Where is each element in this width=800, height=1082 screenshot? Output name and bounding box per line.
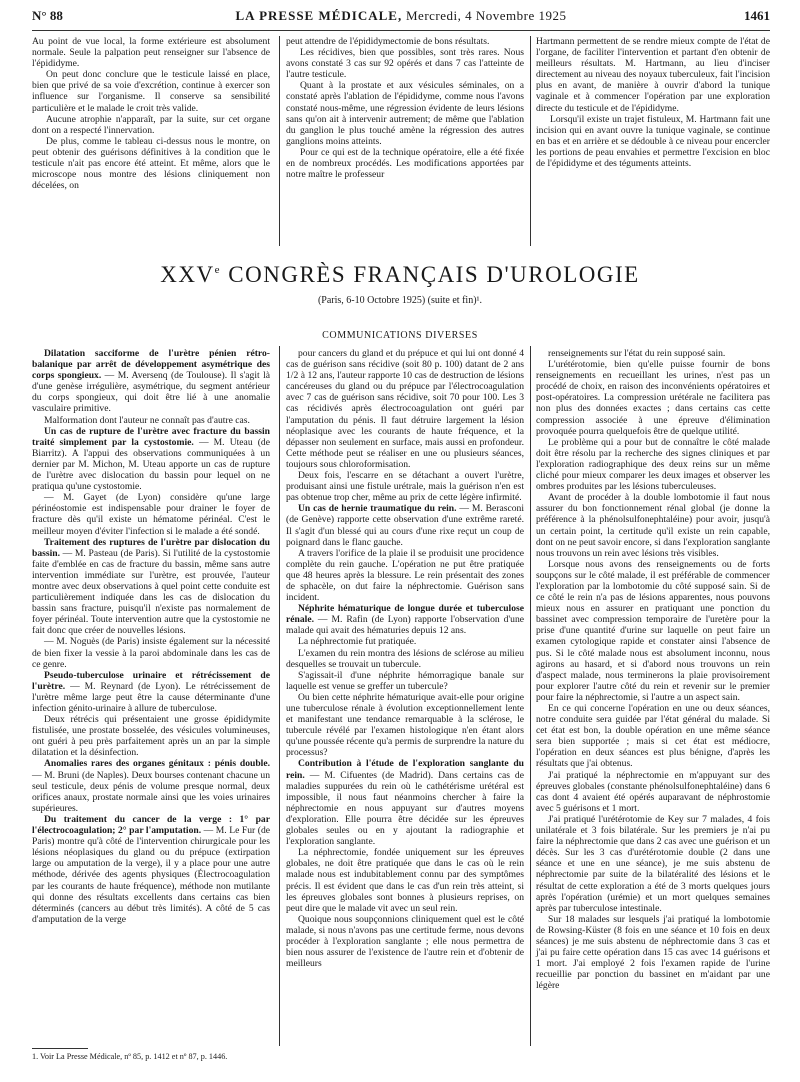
communication-title: Traitement des ruptures de l'urètre par dislocation du bassin. [32,536,270,559]
communication-title: Du traitement du cancer de la verge : 1° par l'électrocoagulation; 2° par l'amputation. [32,813,270,837]
paragraph: peut attendre de l'épididymectomie de bons résultats. [286,36,490,47]
communication-entry [286,603,524,636]
paragraph: Quant à la prostate et aux vésicules séminales, on a constaté après l'ablation de l'épididyme, comme nous l'avons constaté nous-même, une régression évidente de leurs lésions sans qu'on ait à intervenir autrement; de même que l'ablation du ganglion le plus touché amène la régression des autres ganglions moins atteints. [286,80,524,147]
body-text: — M. Cifuentes (de Madrid). Dans certains cas de maladies suppurées du rein où le cathétérisme urétéral est impossible, il nous faut néanmoins chercher à faire la néphrectomie en nous appuyant sur d'autres moyens d'exploration. Elle pourra être décidée sur les épreuves globales seules ou en y ajoutant la radiographie et l'exploration sanglante. [286,769,524,848]
paragraph [32,636,270,669]
body-text: — M. Bruni (de Naples). Deux bourses contenant chacune un seul testicule, deux pénis de volume presque normal, deux orifices anaux, prostate normale ainsi que les voies urinaires supérieures. [32,769,270,814]
body-text: J'ai pratiqué la néphrectomie en m'appuyant sur des épreuves globales (constante phénolsulfonephtaléine) dans 6 cas dont 4 avaient été opérés auparavant de néphrostomie avec 5 guérisons et 1 mort. [536,769,770,814]
paragraph [32,415,270,426]
communication-entry [32,814,270,925]
body-text: L'urétérotomie, bien qu'elle puisse fournir de bons renseignements en recueillant les urines, n'est pas un procédé de choix, en raison des inconvénients opératoires et post-opératoires. La compression urétérale ne facilitera pas non plus des données exactes ; dans certains cas cette compression associée à une épreuve d'élimination provoquée pourra quelquefois être de quelque utilité. [536,359,770,437]
paragraph [536,814,770,914]
body-text: La néphrectomie fut pratiquée. [298,636,417,648]
paragraph [286,648,524,670]
paragraph [286,348,524,470]
body-text: — M. Noguès (de Paris) insiste également sur la nécessité de bien fixer la vessie à la paroi abdominale dans les cas de ce genre. [32,636,270,670]
paragraph [536,492,770,559]
communication-entry [32,758,270,813]
body-text: L'examen du rein montra des lésions de sclérose au milieu desquelles se trouvait un tubercule. [286,647,524,670]
paragraph [286,914,524,969]
running-title [32,8,770,24]
paragraph: On peut donc conclure que le testicule laissé en place, bien que privé de sa voie d'excrétion, continue à exercer son influence sur l'organisme. Il conserve sa sensibilité particulière et le malade le croit très valide. [32,69,270,114]
bottom-column-3 [536,348,770,991]
body-text: — M. Uteau (de Biarritz). A l'appui des observations communiquées à un dernier par M. Michon, M. Uteau apporte un cas de rupture de l'urètre avec dislocation du bassin pour lequel on ne pratiqua qu'une cystostomie. [32,436,270,493]
communication-title: Contribution à l'étude de l'exploration sanglante du rein. [286,758,524,781]
journal-name: LA PRESSE MÉDICALE, [235,8,403,23]
bottom-column-2 [286,348,524,969]
paragraph [536,359,770,437]
paragraph: Hartmann permettent de se rendre mieux compte de l'état de l'organe, de faciliter l'intervention et partant d'en obtenir de meilleurs résultats. M. Hartmann, au lieu d'inciser directement au niveau des noyaux tuberculeux, fait l'incision plus en avant, de manière à ouvrir d'abord la tunique vaginale et à commencer l'opération par une exploration directe du testicule et de l'épididyme. [536,36,770,114]
communication-title: Dilatation sacciforme de l'urètre pénien rétro-balanique par arrêt de développement asymétrique des corps spongieux. [32,348,270,382]
top-column-2 [286,36,524,180]
communication-entry [286,503,524,547]
body-text: Ou bien cette néphrite hématurique avait-elle pour origine une tuberculose rénale à évolution exceptionnellement lente et manifestant une tendance remarquable à la sclérose, le tubercule révélé par l'examen histologique n'en étant alors qu'une poussée récente qu'a permis de surprendre la nature du processus? [286,691,524,759]
communication-title: Néphrite hématurique de longue durée et tuberculose rénale. [286,603,524,626]
body-text: A travers l'orifice de la plaie il se produisit une procidence complète du rein gauche. L'opération ne put être pratiquée que 48 heures après la blessure. Le rein présentait des zones de sphacèle, on dut faire la néphrectomie. Guérison sans incident. [286,547,524,604]
body-text: — M. Rafin (de Lyon) rapporte l'observation d'une malade qui avait des hématuries depuis 12 ans. [286,614,524,637]
body-text: S'agissait-il d'une néphrite hémorragique banale sur laquelle est venue se greffer un tubercule? [286,669,524,692]
body-text: — M. Aversenq (de Toulouse). Il s'agit là d'une genèse irrégulière, asymétrique, du segment antérieur du corps spongieux, qui doit être lié à une anomalie vasculaire primitive. [32,370,270,415]
communication-title: Un cas de hernie traumatique du rein. [298,503,457,515]
paragraph: Les récidives, bien que possibles, sont très rares. Nous avons constaté 3 cas sur 92 opérés et dans 7 cas l'atteinte de l'autre testicule. [286,47,524,81]
paragraph: Au point de vue local, la forme extérieure est absolument normale. Seule la palpation peut renseigner sur l'absence de l'épididyme. [32,36,270,70]
body-text: — M. Pasteau (de Paris). Si l'utilité de la cystostomie faite d'emblée en cas de fracture du bassin, même sans autre intervention immédiate sur l'urètre, est prouvée, l'auteur montre avec deux observations à quel point cette conduite est particulièrement indiquée dans les cas de dislocation du bassin sans fracture, puisqu'il n'existe pas normalement de foyer périnéal. Toute intervention autre que la cystostomie ne fait donc que créer de nouvelles lésions. [32,547,270,637]
paragraph [286,548,524,603]
body-text: Deux fois, l'escarre en se détachant a ouvert l'urètre, produisant ainsi une fistule urétrale, mais la guérison n'en est pas obtenue trop cher, même au prix de cette légère infirmité. [286,470,524,504]
paragraph [286,670,524,692]
paragraph [286,470,524,503]
paragraph [286,847,524,914]
body-text: Sur 18 malades sur lesquels j'ai pratiqué la lombotomie de Rowsing-Küster (8 fois en une séance et 10 fois en deux séances) je me suis abstenu de néphrectomie dans 3 cas et j'ai pu faire cette opération dans 15 cas avec 14 guérisons et 1 mort. J'ai employé 2 fois l'examen rapide de l'urine recueillie par ponction du bassinet en m'aidant par une légère [536,913,770,992]
body-text: — M. Gayet (de Lyon) considère qu'une large périnéostomie est indispensable pour drainer le foyer de fracture dès qu'il existe un hématome périnéal. C'est le meilleur moyen d'éviter l'infection si le malade a été sondé. [32,492,270,537]
communication-entry [32,426,270,493]
body-text: La néphrectomie, fondée uniquement sur les épreuves globales, ne doit être pratiquée que dans le cas où le rein malade nous est indubitablement connu par des symptômes précis. Il est évident que dans le cas d'un rein très atteint, si les épreuves globales sont bonnes à plusieurs reprises, on peut dire que le malade vit avec un seul rein. [286,847,524,914]
column-divider [530,346,531,1046]
body-text: — M. Berasconi (de Genève) rapporte cette observation d'une extrême rareté. Il s'agit d'un blessé qui au cours d'une rixe reçut un coup de poignard dans le flanc gauche. [286,503,524,548]
communication-title: Un cas de rupture de l'urètre avec fracture du bassin traité simplement par la cystostomie. [32,425,270,448]
body-text: J'ai pratiqué l'urétérotomie de Key sur 7 malades, 4 fois unilatérale et 3 fois bilatérale. Sur les premiers je n'ai pu faire la néphrectomie que dans 2 cas avec une guérison et un décès. Sur les 3 cas d'urétérotomie double (2 dans une séance et une en une séance), je me suis abstenu de néphrectomie par suite de la bilatéralité des lésions et le résultat de cette exploration a été de 3 morts quelques jours après l'opération (urémie) et un mort quelques semaines après par tuberculose intestinale. [536,813,770,914]
communication-entry [32,537,270,637]
column-divider [279,36,280,246]
column-divider [530,36,531,246]
body-text: Avant de procéder à la double lombotomie il faut nous assurer du bon fonctionnement rénal global (je donne la préférence à la phénolsulfonephtaléine) pour avoir, jusqu'à un certain point, la certitude qu'il existe un rein capable, dont on ne peut savoir encore, si dans l'exploration sanglante nous trouvons un rein avec lésions très visibles. [536,492,770,559]
section-heading: COMMUNICATIONS DIVERSES [322,330,478,341]
issue-date: Mercredi, 4 Novembre 1925 [405,8,567,23]
paragraph: Pour ce qui est de la technique opératoire, elle a été fixée en de nombreux procédés. Les modifications apportées par notre maître le professeur [286,146,524,181]
communication-title: Pseudo-tuberculose urinaire et rétrécissement de l'urètre. [32,669,270,692]
issue-number: N° 88 [32,8,63,23]
top-column-1 [32,36,270,191]
footnote: 1. Voir La Presse Médicale, nº 85, p. 1412 et nº 87, p. 1446. [32,1052,228,1061]
congress-title: XXVe CONGRÈS FRANÇAIS D'UROLOGIE [160,262,640,287]
body-text: Malformation dont l'auteur ne connaît pas d'autre cas. [44,414,250,426]
paragraph [286,692,524,759]
body-text: En ce qui concerne l'opération en une ou deux séances, notre conduite sera guidée par l'état général du malade. Si cet état est bon, la double opération en une même séance sera bien supportée ; mais si cet état est médiocre, l'opération en deux séances est plus bénigne, d'après les résultats que j'ai obtenus. [536,703,770,770]
body-text: Lorsque nous avons des renseignements ou de forts soupçons sur le côté malade, il est préférable de commencer l'exploration par la lombotomie du côté supposé sain. Si de ce côté le rein n'a pas de lésions apparentes, nous pouvons mieux nous en assurer en pratiquant une ponction du bassinet avec compression temporaire de l'uretère pour la prise d'une quantité d'urine sur laquelle on peut faire un examen cytologique rapide et constater ainsi l'absence de pus. Si le côté malade nous est absolument inconnu, nous agirons au hasard, et si d'abord nous trouvons un rein d'aspect malade, nous terminerons la plaie provisoirement pour explorer l'autre côté du rein et revenir sur le premier pour faire la néphrectomie, si l'autre a un aspect sain. [536,558,770,703]
paragraph [536,703,770,770]
paragraph [536,437,770,492]
paragraph [536,770,770,814]
paragraph [536,559,770,703]
paragraph: Lorsqu'il existe un trajet fistuleux, M. Hartmann fait une incision qui en avant ouvre la tunique vaginale, se continue en bas et en arrière et se dédouble à ce niveau pour encercler les portions de peau envahies et permettre l'excision en bloc de l'épididyme et des téguments atteints. [536,113,770,170]
communication-entry [32,348,270,415]
body-text: Quoique nous soupçonnions cliniquement quel est le côté malade, si nous n'avons pas une certitude ferme, nous devons procéder à l'exploration sanglante ; elle nous permettra de bien nous assurer de l'existence de l'autre rein et d'obtenir de meilleurs [286,913,524,970]
paragraph: Aucune atrophie n'apparaît, par la suite, sur cet organe dont on a respecté l'innervation. [32,113,270,136]
top-column-3 [536,36,770,169]
paragraph [536,348,770,359]
communication-title: Anomalies rares des organes génitaux : pénis double. [44,758,270,770]
body-text: Deux rétrécis qui présentaient une grosse épididymite fistulisée, une prostate bosselée, des vésicules volumineuses, ont guéri à peu près parfaitement après un an par la simple dilatation et la désinfection. [32,714,270,759]
communication-entry [286,758,524,847]
communication-entry [32,670,270,714]
body-text: — M. Le Fur (de Paris) montre qu'à côté de l'intervention chirurgicale pour les lésions néoplasiques du gland ou du prépuce (extirpation large ou amputation de la verge), il y a place pour une autre méthode, dérivée des agents physiques (Électrocoagulation par les courants de haute fréquence), méthode non mutilante qui donne des résultats excellents dans certains cas bien déterminés (cancers au début très limités). A côté de 5 cas d'amputation de la verge [32,825,270,925]
paragraph [32,714,270,758]
footnote-rule [32,1048,88,1049]
paragraph [286,636,524,647]
paragraph [32,492,270,536]
body-text: renseignements sur l'état du rein supposé sain. [548,348,726,359]
header-rule [32,30,770,31]
paragraph: De plus, comme le tableau ci-dessus nous le montre, on peut obtenir des guérisons définitives à la condition que le testicule n'ait pas encore été atteint. Et même, alors que le microscope nous montre des lésions cliniquement non décelées, on [32,135,270,192]
body-text: Le problème qui a pour but de connaître le côté malade doit être résolu par la recherche des signes cliniques et par l'exploration radiographique des deux reins sur un même cliché pour mieux comparer les deux images et observer les ombres produites par les lésions tuberculeuses. [536,436,770,493]
page-header [32,8,770,28]
body-text: pour cancers du gland et du prépuce et qui lui ont donné 4 cas de guérison sans récidive (soit 80 p. 100) datant de 2 ans 1/2 à 12 ans, l'auteur rapporte 10 cas de destruction de lésions cancéreuses du gland ou du prépuce par l'électrocoagulation avec 7 cas de guérison sans récidive, soit 70 pour 100. Les 3 cas récidivés après électrocoagulation ont guéri par l'amputation du pénis. Il faut détruire largement la lésion néoplasique avec les courants de haute fréquence, et la dépasser non seulement en surface, mais aussi en profondeur. Cette méthode peut se réaliser en une ou plusieurs séances, toujours sous chloroformisation. [286,348,524,470]
congress-subtitle: (Paris, 6-10 Octobre 1925) (suite et fin)¹. [317,295,483,306]
paragraph [536,914,770,992]
page-number: 1461 [744,8,770,23]
bottom-column-1 [32,348,270,925]
body-text: — M. Reynard (de Lyon). Le rétrécissement de l'urètre même large peut être la cause déterminante d'une infection génito-urinaire à allure de tuberculose. [32,680,270,714]
column-divider [279,346,280,1046]
